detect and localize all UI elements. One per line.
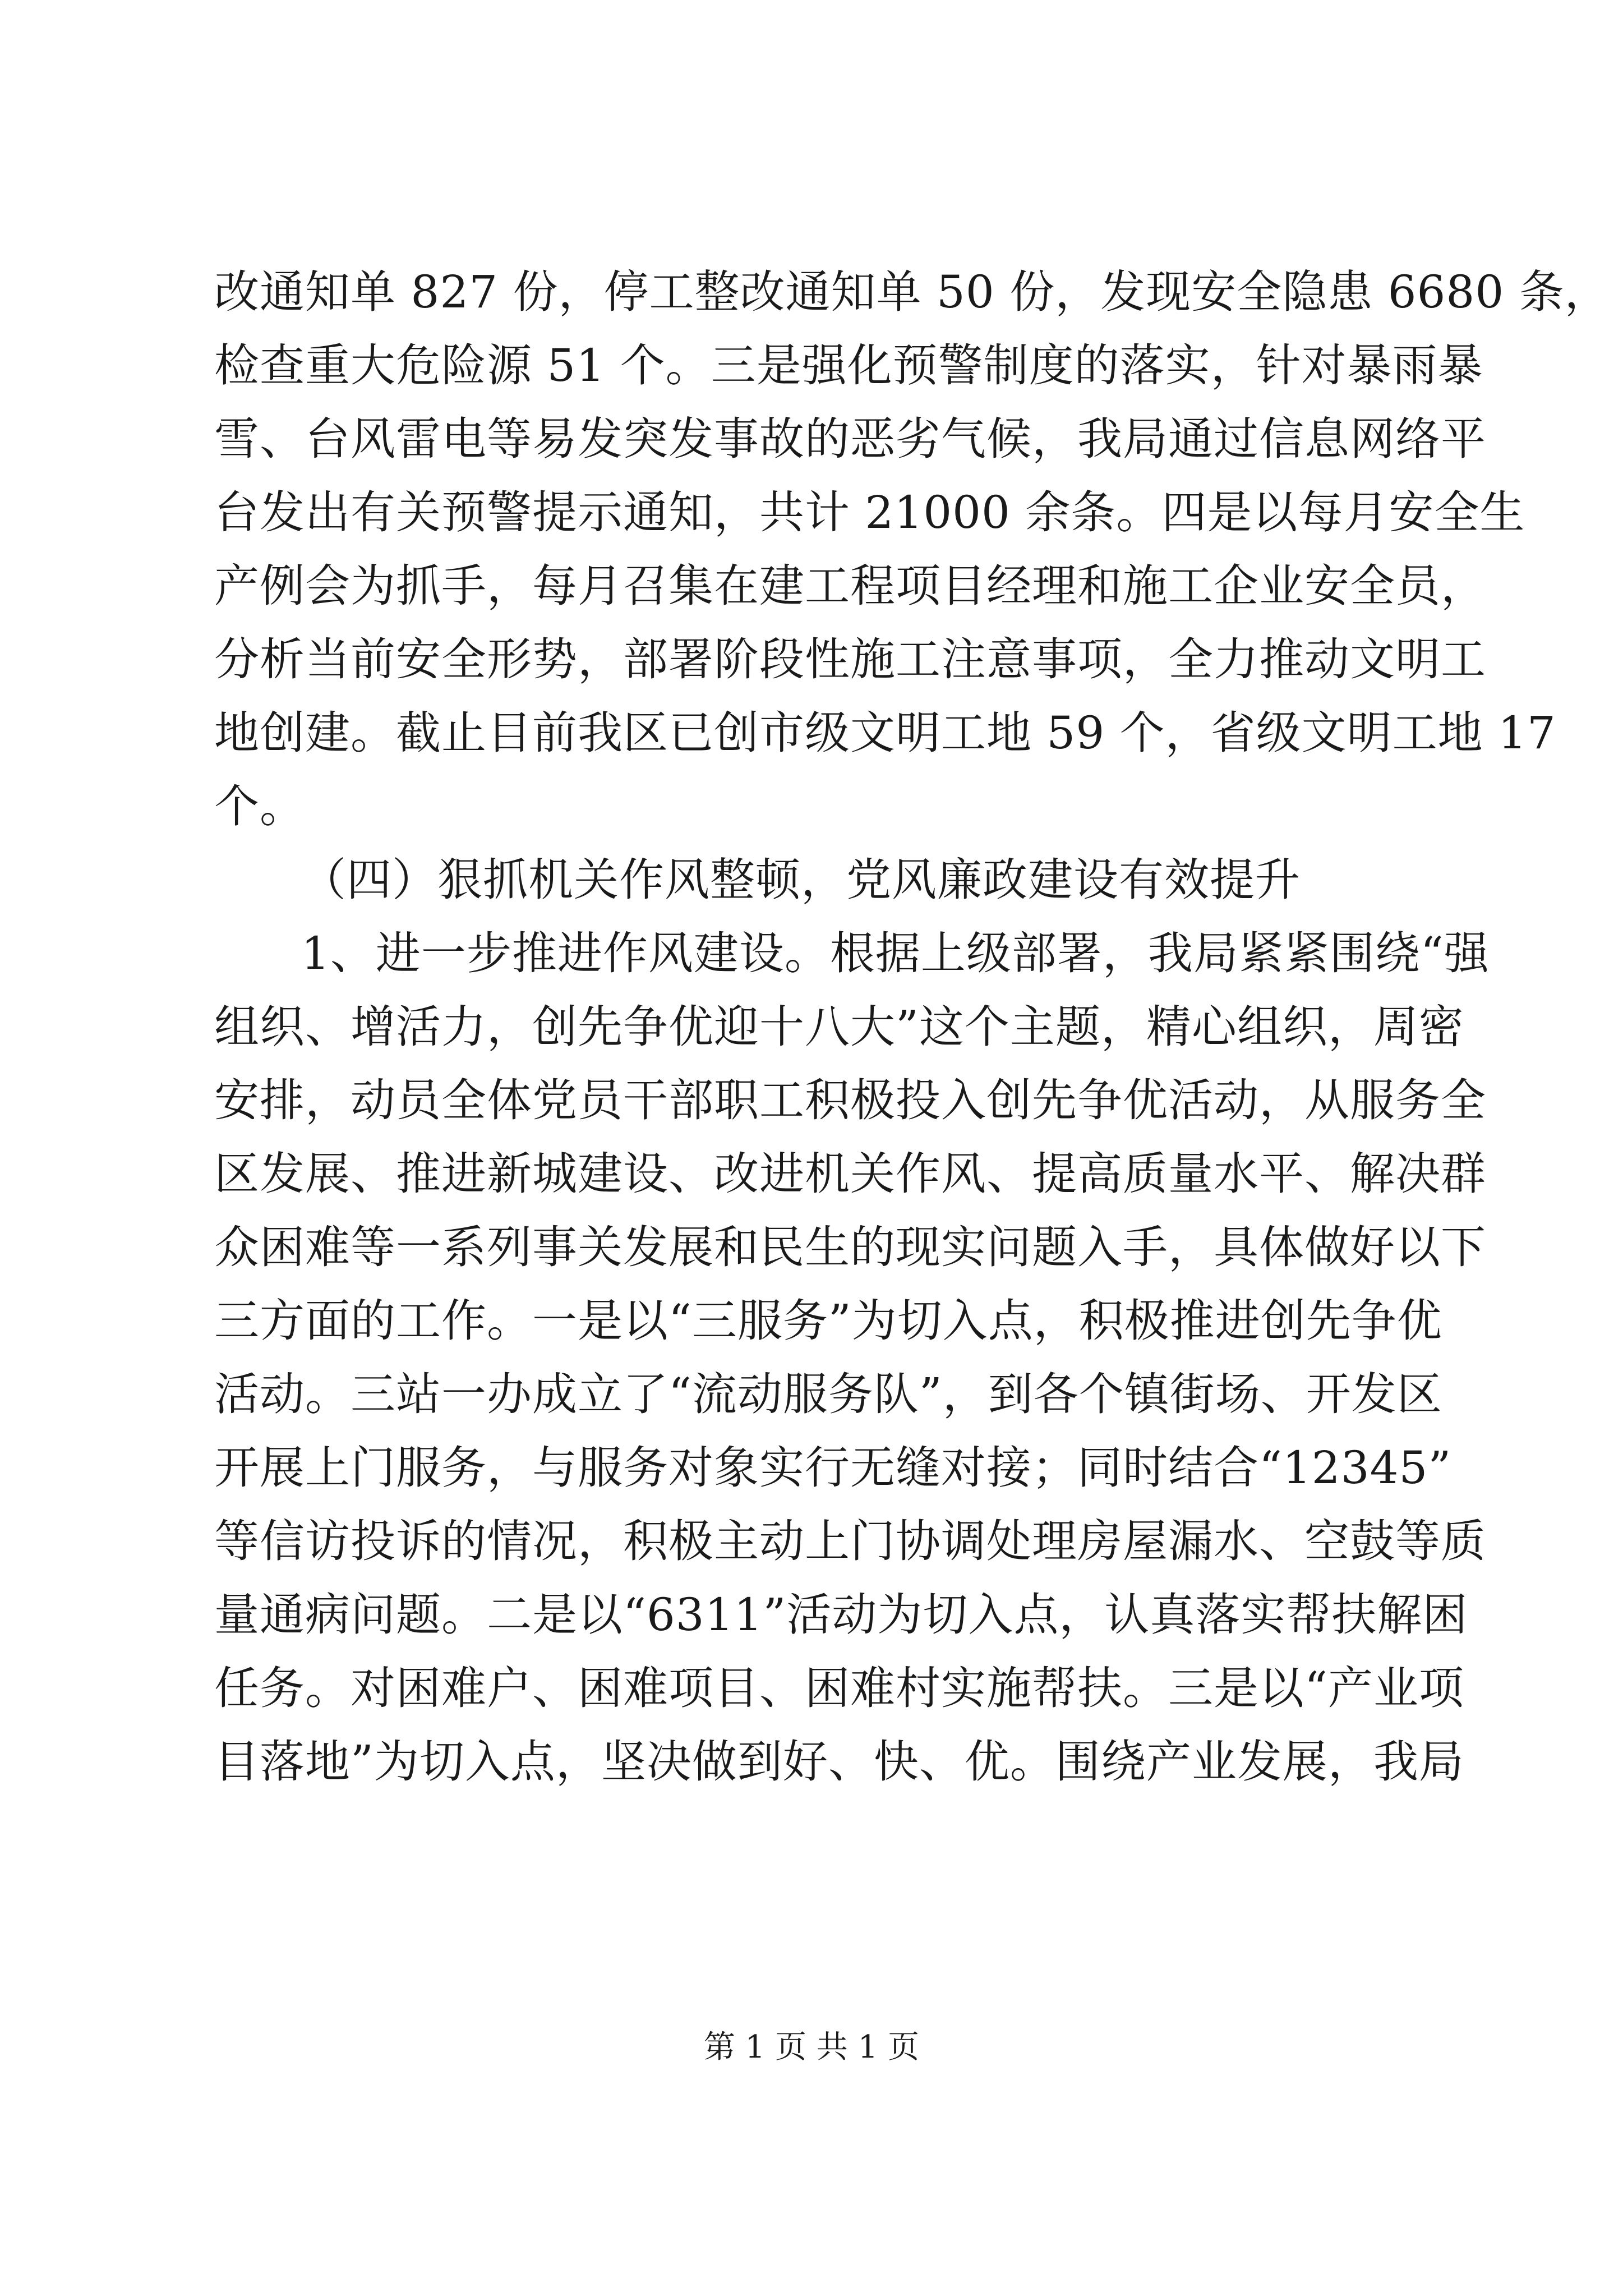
text-line: 任务。对困难户、困难项目、困难村实施帮扶。三是以“产业项 xyxy=(214,1662,1464,1714)
text-line: 三方面的工作。一是以“三服务”为切入点，积极推进创先争优 xyxy=(214,1295,1442,1347)
text-line: 地创建。截止目前我区已创市级文明工地 59 个，省级文明工地 17 xyxy=(214,707,1556,759)
text-line: 等信访投诉的情况，积极主动上门协调处理房屋漏水、空鼓等质 xyxy=(214,1515,1486,1567)
text-line: 安排，动员全体党员干部职工积极投入创先争优活动，从服务全 xyxy=(214,1074,1486,1126)
paragraph-first-line: 1、进一步推进作风建设。根据上级部署，我局紧紧围绕“强 xyxy=(301,927,1490,979)
text-line: 区发展、推进新城建设、改进机关作风、提高质量水平、解决群 xyxy=(214,1148,1486,1200)
text-line: 个。 xyxy=(214,780,305,832)
text-line: 雪、台风雷电等易发突发事故的恶劣气候，我局通过信息网络平 xyxy=(214,413,1486,465)
text-line: 目落地”为切入点，坚决做到好、快、优。围绕产业发展，我局 xyxy=(214,1736,1464,1788)
text-line: 开展上门服务，与服务对象实行无缝对接；同时结合“12345” xyxy=(214,1442,1452,1494)
text-line: 量通病问题。二是以“6311”活动为切入点，认真落实帮扶解困 xyxy=(214,1589,1468,1641)
text-line: 分析当前安全形势，部署阶段性施工注意事项，全力推动文明工 xyxy=(214,633,1486,685)
text-line: 众困难等一系列事关发展和民生的现实问题入手，具体做好以下 xyxy=(214,1221,1486,1273)
text-line: 台发出有关预警提示通知，共计 21000 余条。四是以每月安全生 xyxy=(214,486,1525,539)
text-line: 活动。三站一办成立了“流动服务队”，到各个镇街场、开发区 xyxy=(214,1368,1442,1420)
page-number: 第 1 页 共 1 页 xyxy=(703,2029,920,2065)
text-line: 改通知单 827 份，停工整改通知单 50 份，发现安全隐患 6680 条， xyxy=(214,266,1610,318)
section-heading: （四）狠抓机关作风整顿，党风廉政建设有效提升 xyxy=(301,854,1301,906)
page-footer xyxy=(0,2028,1623,2067)
text-line: 产例会为抓手，每月召集在建工程项目经理和施工企业安全员， xyxy=(214,560,1486,612)
text-line: 检查重大危险源 51 个。三是强化预警制度的落实，针对暴雨暴 xyxy=(214,339,1483,392)
body-text xyxy=(214,255,1610,1798)
text-line: 组织、增活力，创先争优迎十八大”这个主题，精心组织，周密 xyxy=(214,1001,1464,1053)
